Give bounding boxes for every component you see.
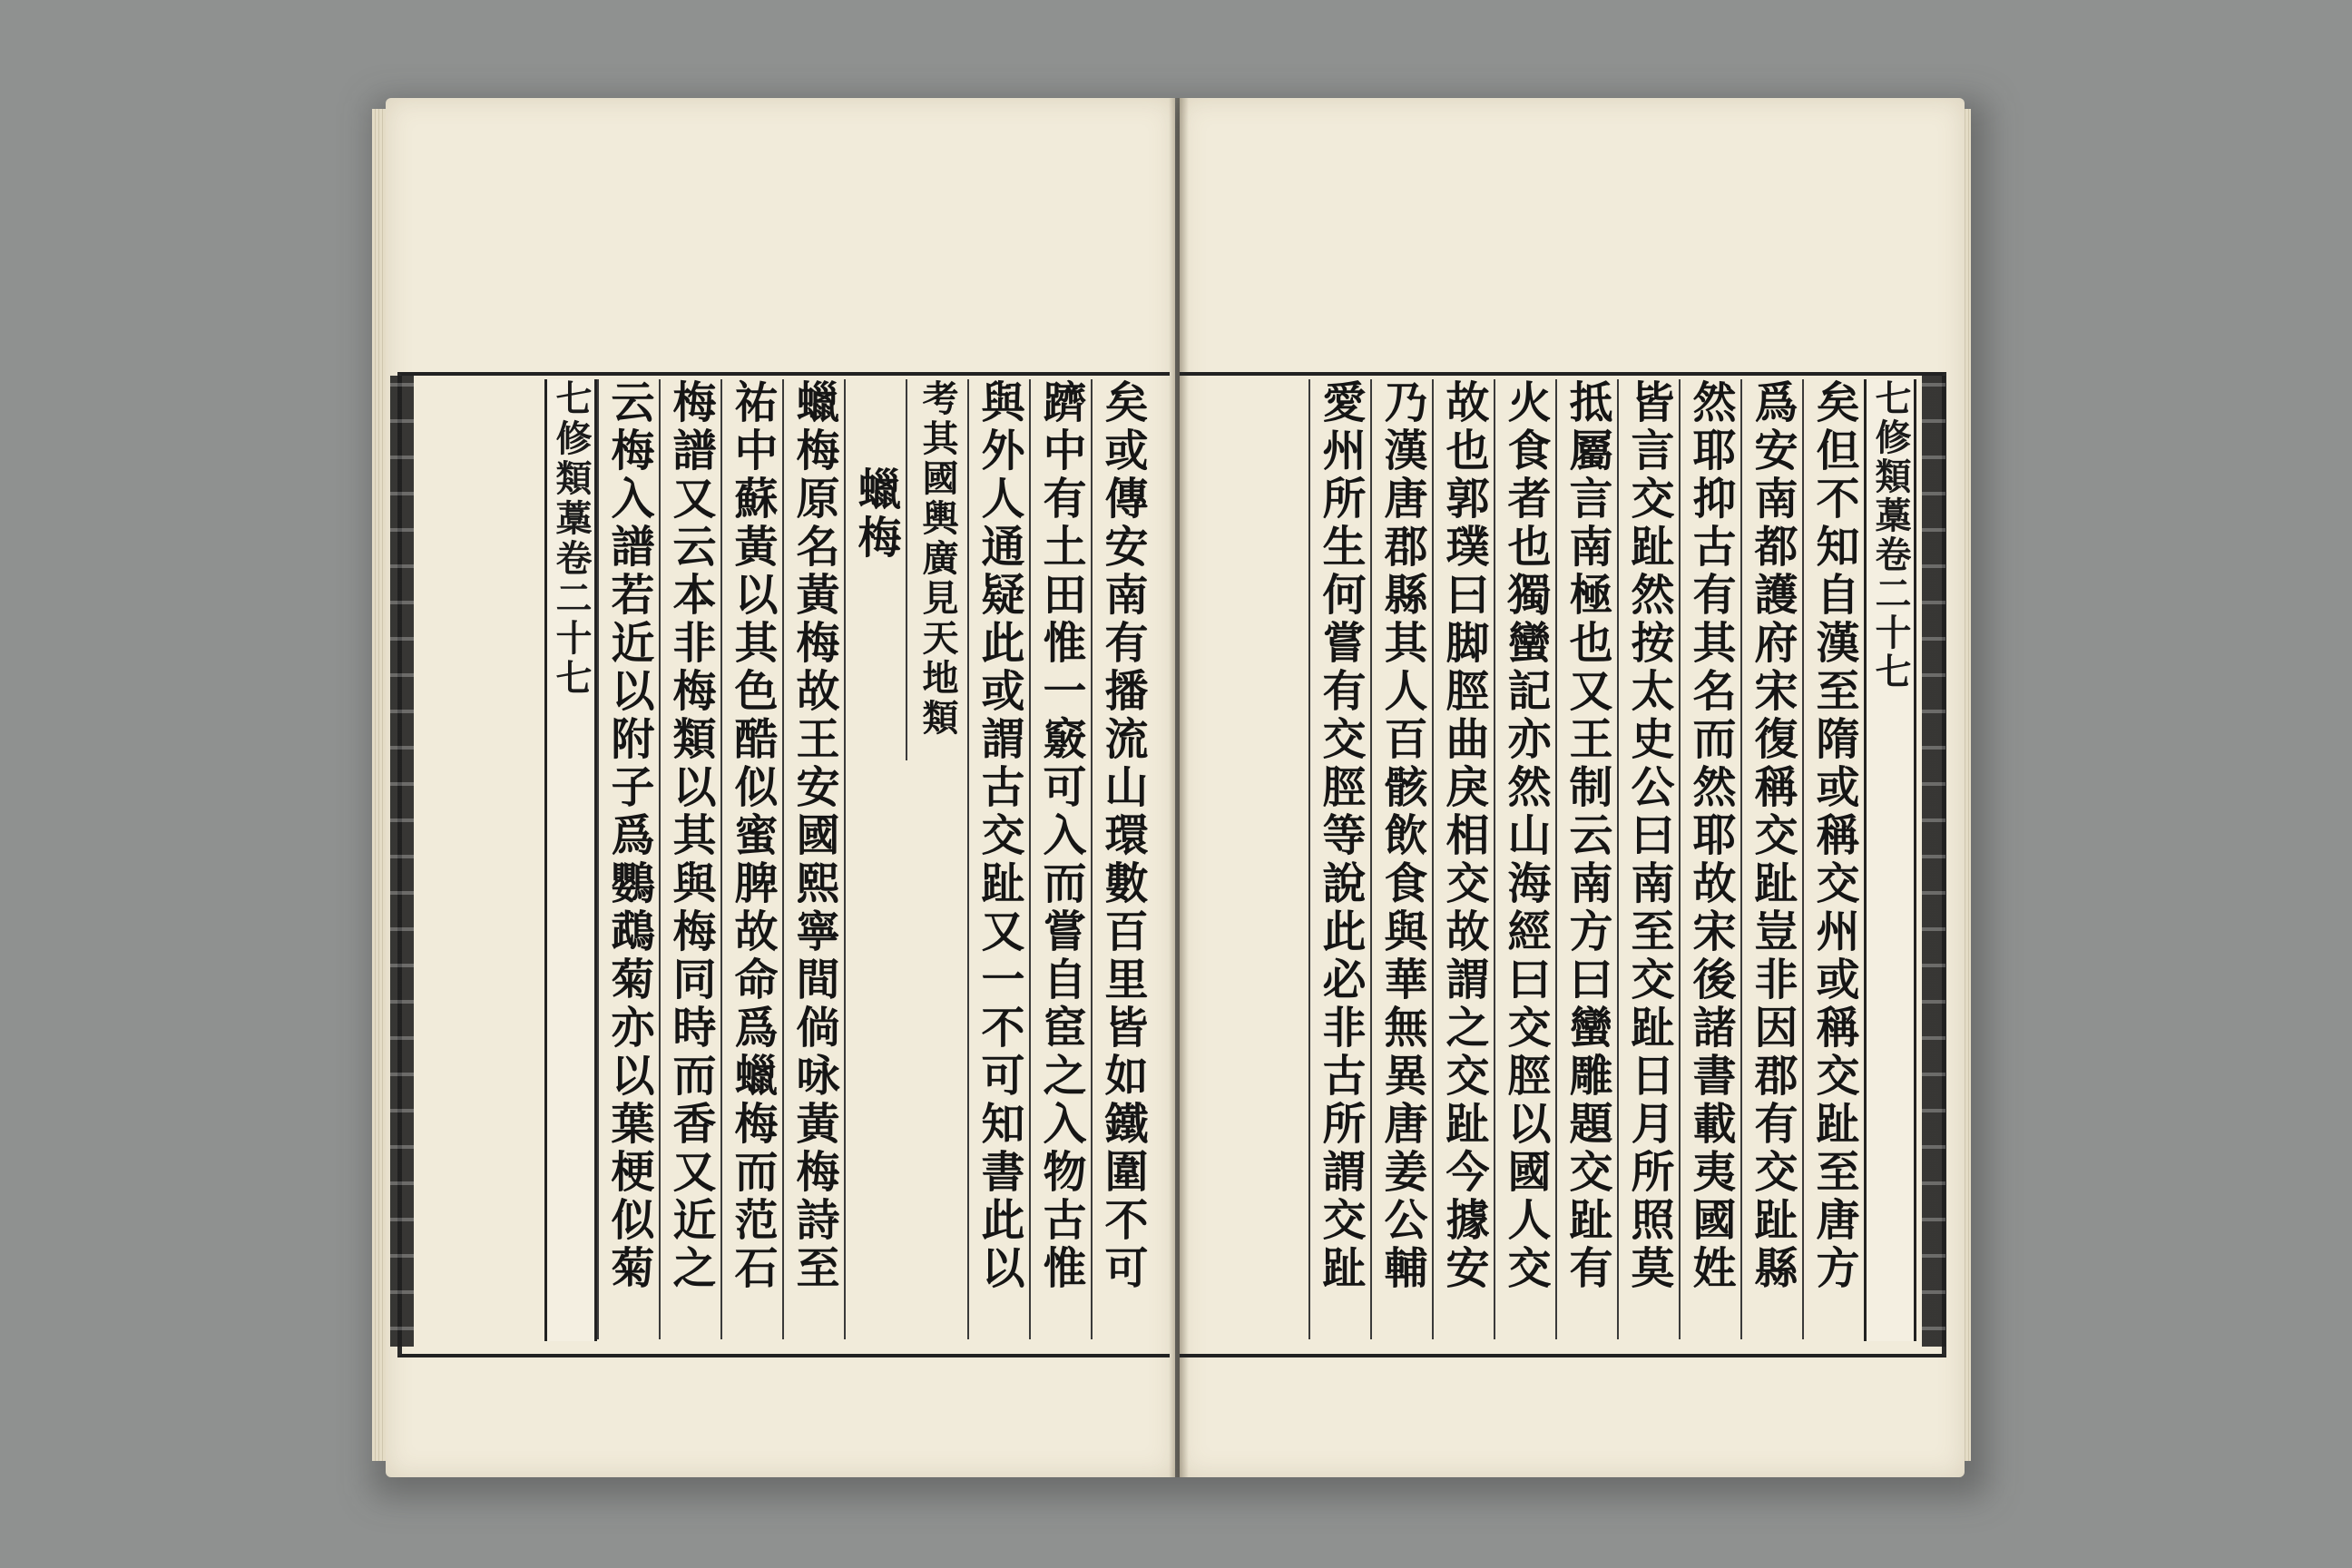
text-column: 與外人通疑此或謂古交趾又一不可知書此以 (967, 379, 1029, 1339)
right-block-edge (1922, 376, 1945, 1347)
text-column: 火食者也獨蠻記亦然山海經曰交脛以國人交 (1494, 379, 1555, 1339)
left-block-edge (390, 376, 414, 1347)
section-heading: 蠟梅 (844, 379, 906, 1339)
text-column: 祐中蘇黃以其色酷似蜜脾故命爲蠟梅而范石 (720, 379, 782, 1339)
text-column: 云梅入譜若近以附子爲鸚鵡菊亦以葉梗似菊 (597, 379, 659, 1339)
text-column: 然耶抑古有其名而然耶故宋後諸書載夷國姓 (1679, 379, 1740, 1339)
text-column: 故也郭璞曰脚脛曲戾相交故謂之交趾今據安 (1432, 379, 1494, 1339)
left-page-text (426, 379, 1152, 1341)
book-title-label: 七修類藁卷二十七 (550, 379, 593, 699)
text-column: 矣但不知自漢至隋或稱交州或稱交趾至唐方 (1802, 379, 1864, 1339)
block-center-column (544, 379, 597, 1341)
text-column: 梅譜又云本非梅類以其與梅同時而香又近之 (659, 379, 720, 1339)
text-column: 乃漢唐郡縣其人百骸飲食與華無異唐姜公輔 (1370, 379, 1432, 1339)
text-column-note: 考其國輿廣見天地類 (906, 379, 967, 760)
right-page-text (1191, 379, 1916, 1341)
category-label (544, 379, 547, 1341)
text-column: 抵屬言南極也又王制云南方曰蠻雕題交趾有 (1555, 379, 1617, 1339)
text-column: 愛州所生何嘗有交脛等說此必非古所謂交趾 (1308, 379, 1370, 1339)
text-column: 爲安南都護府宋復稱交趾豈非因郡有交趾縣 (1740, 379, 1802, 1339)
text-column: 矣或傳安南有播流山環數百里皆如鐵圍不可 (1091, 379, 1152, 1339)
text-column: 蠟梅原名黃梅故王安國熙寧間倘咏黃梅詩至 (782, 379, 844, 1339)
text-column: 躋中有土田惟一竅可入而嘗自䆠之入物古惟 (1029, 379, 1091, 1339)
book-title-label: 七修類藁卷二十七 (1869, 379, 1912, 691)
text-column: 皆言交趾然按太史公曰南至交趾日月所照莫 (1617, 379, 1679, 1339)
block-center-column (1864, 379, 1916, 1341)
